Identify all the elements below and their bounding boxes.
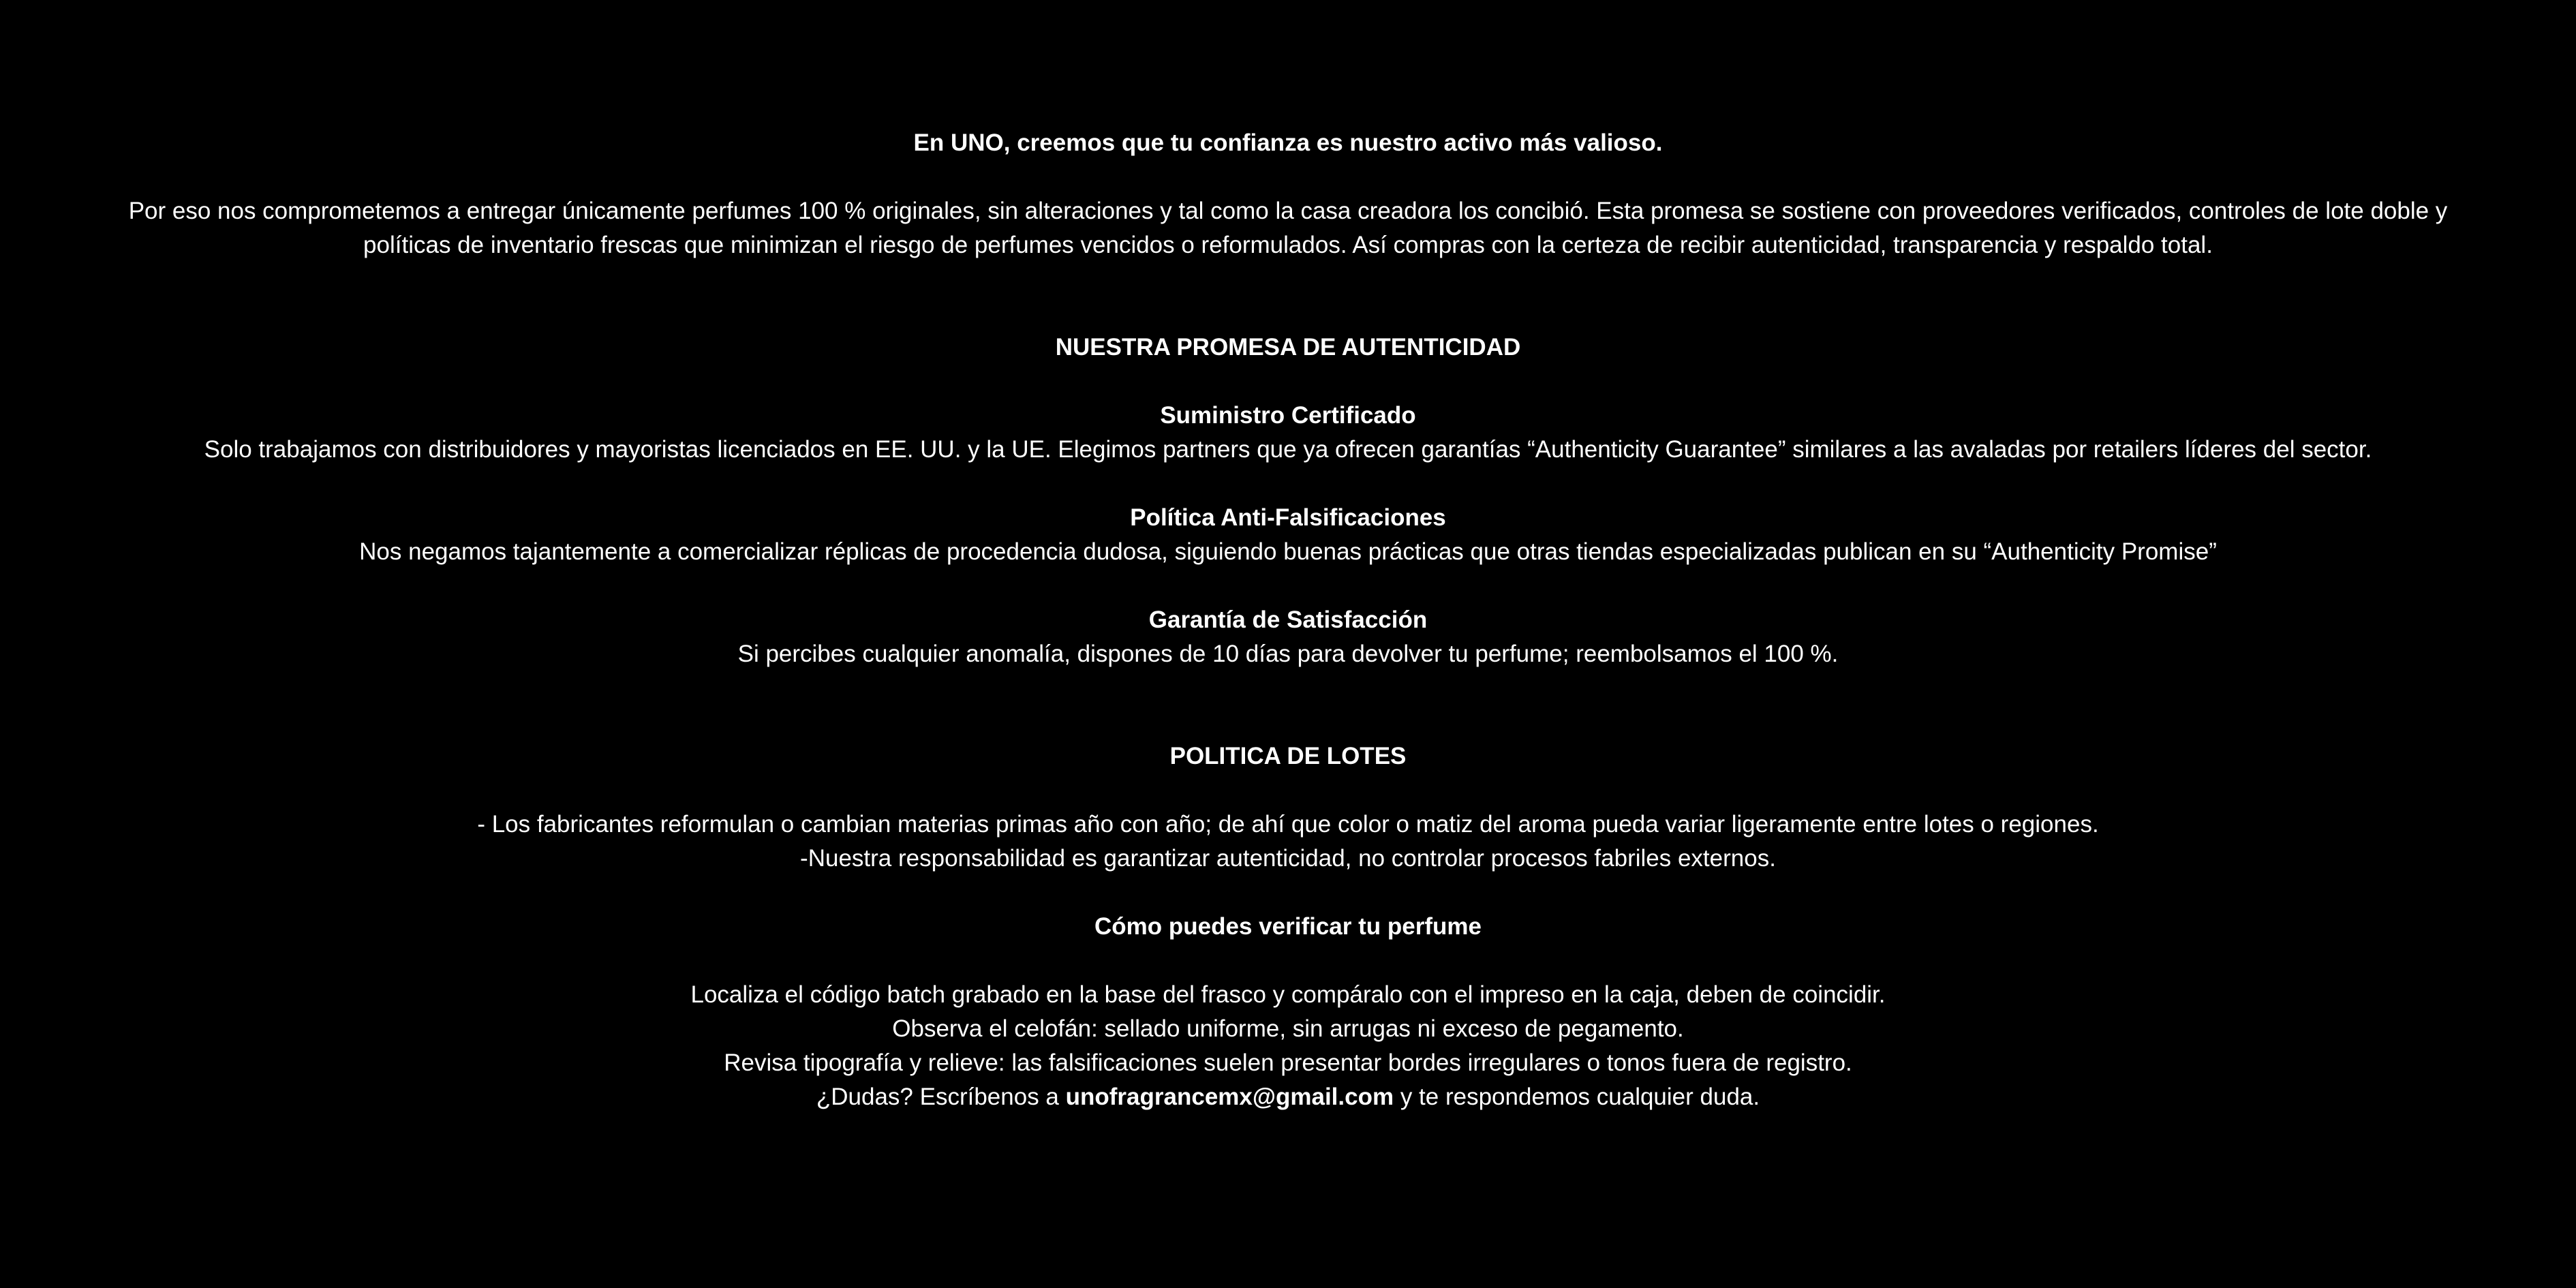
batch-policy-title: POLITICA DE LOTES — [1169, 743, 1407, 769]
verify-line-3: Revisa tipografía y relieve: las falsificaciones suelen presentar bordes irregulares o tonos fuera de registro. — [724, 1049, 1852, 1076]
verify-contact-line — [0, 1080, 2576, 1114]
promise-item-text-satisfaction: Si percibes cualquier anomalía, dispones de 10 días para devolver tu perfume; reembolsamos el 100 %. — [737, 641, 1839, 667]
verify-title: Cómo puedes verificar tu perfume — [1094, 913, 1482, 940]
intro-paragraph-line-1: Por eso nos comprometemos a entregar únicamente perfumes 100 % originales, sin alteraciones y tal como la casa creadora los concibió. Esta promesa se sostiene con proveedores verificados, controles de lote doble y — [128, 198, 2448, 224]
intro-headline: En UNO, creemos que tu confianza es nuestro activo más valioso. — [913, 129, 1663, 156]
promise-item-text-anti-counterfeit: Nos negamos tajantemente a comercializar réplicas de procedencia dudosa, siguiendo buenas prácticas que otras tiendas especializadas publican en su “Authenticity Promise” — [359, 538, 2217, 565]
contact-suffix: y te respondemos cualquier duda. — [1394, 1084, 1760, 1110]
intro-paragraph-line-2: políticas de inventario frescas que minimizan el riesgo de perfumes vencidos o reformulados. Así compras con la certeza de recibir autenticidad, transparencia y respaldo total. — [363, 232, 2213, 258]
promise-item-heading-supply: Suministro Certificado — [1160, 402, 1416, 429]
verify-line-1: Localiza el código batch grabado en la base del frasco y compáralo con el impreso en la caja, deben de coincidir. — [690, 981, 1886, 1008]
batch-policy-line-2: -Nuestra responsabilidad es garantizar autenticidad, no controlar procesos fabriles externos. — [800, 845, 1776, 872]
contact-email-link[interactable]: unofragrancemx@gmail.com — [1065, 1084, 1394, 1110]
verify-line-2: Observa el celofán: sellado uniforme, sin arrugas ni exceso de pegamento. — [892, 1015, 1684, 1042]
batch-policy-line-1: - Los fabricantes reformulan o cambian materias primas año con año; de ahí que color o matiz del aroma pueda variar ligeramente entre lotes o regiones. — [477, 811, 2099, 838]
promise-item-heading-anti-counterfeit: Política Anti-Falsificaciones — [1130, 504, 1446, 531]
promise-title: NUESTRA PROMESA DE AUTENTICIDAD — [1055, 334, 1521, 361]
promise-item-text-supply: Solo trabajamos con distribuidores y mayoristas licenciados en EE. UU. y la UE. Elegimos partners que ya ofrecen garantías “Authenticity Guarantee” similares a las avaladas por retailers líderes del sector. — [204, 436, 2372, 463]
contact-prefix: ¿Dudas? Escríbenos a — [816, 1084, 1066, 1110]
promise-item-heading-satisfaction: Garantía de Satisfacción — [1148, 607, 1428, 633]
